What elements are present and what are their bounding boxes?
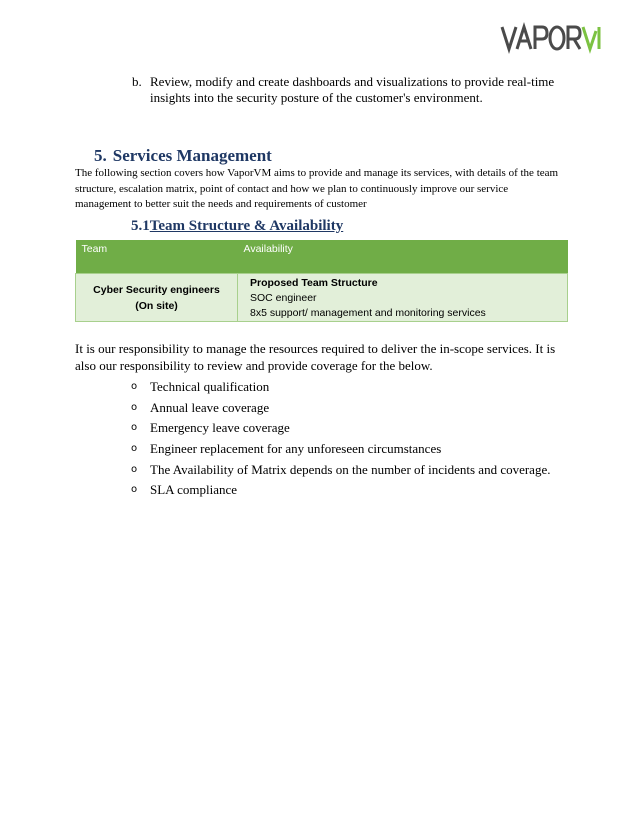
- list-item-text: SLA compliance: [150, 482, 238, 498]
- table-header-availability: Availability: [238, 240, 568, 274]
- section-number: 5.: [94, 146, 107, 165]
- bullet-marker: o: [131, 422, 138, 434]
- availability-line: 8x5 support/ management and monitoring services: [250, 307, 486, 319]
- list-item: [131, 461, 550, 482]
- team-location: (On site): [135, 299, 178, 312]
- list-item: [131, 419, 550, 440]
- table-header-team: Team: [76, 240, 238, 274]
- availability-cell: [238, 274, 568, 322]
- team-structure-table: [75, 240, 568, 322]
- bullet-marker: o: [131, 381, 138, 392]
- list-item-b: [132, 74, 572, 106]
- team-cell: [76, 274, 238, 322]
- section-5-1-heading: [131, 218, 343, 235]
- list-item-text: Annual leave coverage: [150, 399, 270, 415]
- list-item-text: Review, modify and create dashboards and visualizations to provide real-time insights into the security posture of the customer's environment.: [150, 74, 555, 105]
- subsection-number: 5.1: [131, 218, 150, 234]
- subsection-title-link[interactable]: Team Structure & Availability: [149, 218, 344, 234]
- bullet-marker: o: [131, 484, 138, 496]
- coverage-list: [131, 378, 550, 502]
- bullet-marker: o: [131, 443, 138, 455]
- list-item: [131, 378, 550, 399]
- availability-heading: Proposed Team Structure: [250, 277, 378, 289]
- responsibility-paragraph: It is our responsibility to manage the resources required to deliver the in-scope services. It is also our responsibility to review and provide coverage for the below.: [75, 341, 556, 373]
- list-item-text: Emergency leave coverage: [150, 420, 290, 436]
- section-5-description: The following section covers how VaporVM aims to provide and manage its services, with details of the team structure, escalation matrix, point of contact and how we plan to continuously improve our service management to better suit the needs and requirements of customer: [75, 167, 559, 210]
- section-title: Services Management: [112, 146, 272, 165]
- team-name: Cyber Security engineers: [93, 283, 220, 296]
- availability-line: SOC engineer: [250, 292, 317, 304]
- list-item: [131, 440, 550, 461]
- list-item-letter: b.: [132, 74, 142, 89]
- list-item: [131, 399, 550, 420]
- list-item-text: Technical qualification: [150, 379, 270, 394]
- bullet-marker: o: [131, 401, 138, 413]
- table-header-row: [76, 240, 568, 274]
- table-row: [76, 274, 568, 322]
- list-item-text: The Availability of Matrix depends on the number of incidents and coverage.: [150, 461, 551, 477]
- list-item-text: Engineer replacement for any unforeseen circumstances: [150, 441, 442, 457]
- list-item: [131, 481, 550, 502]
- section-5-heading: [94, 146, 272, 166]
- bullet-marker: o: [131, 463, 138, 475]
- vaporvm-logo: [500, 22, 602, 54]
